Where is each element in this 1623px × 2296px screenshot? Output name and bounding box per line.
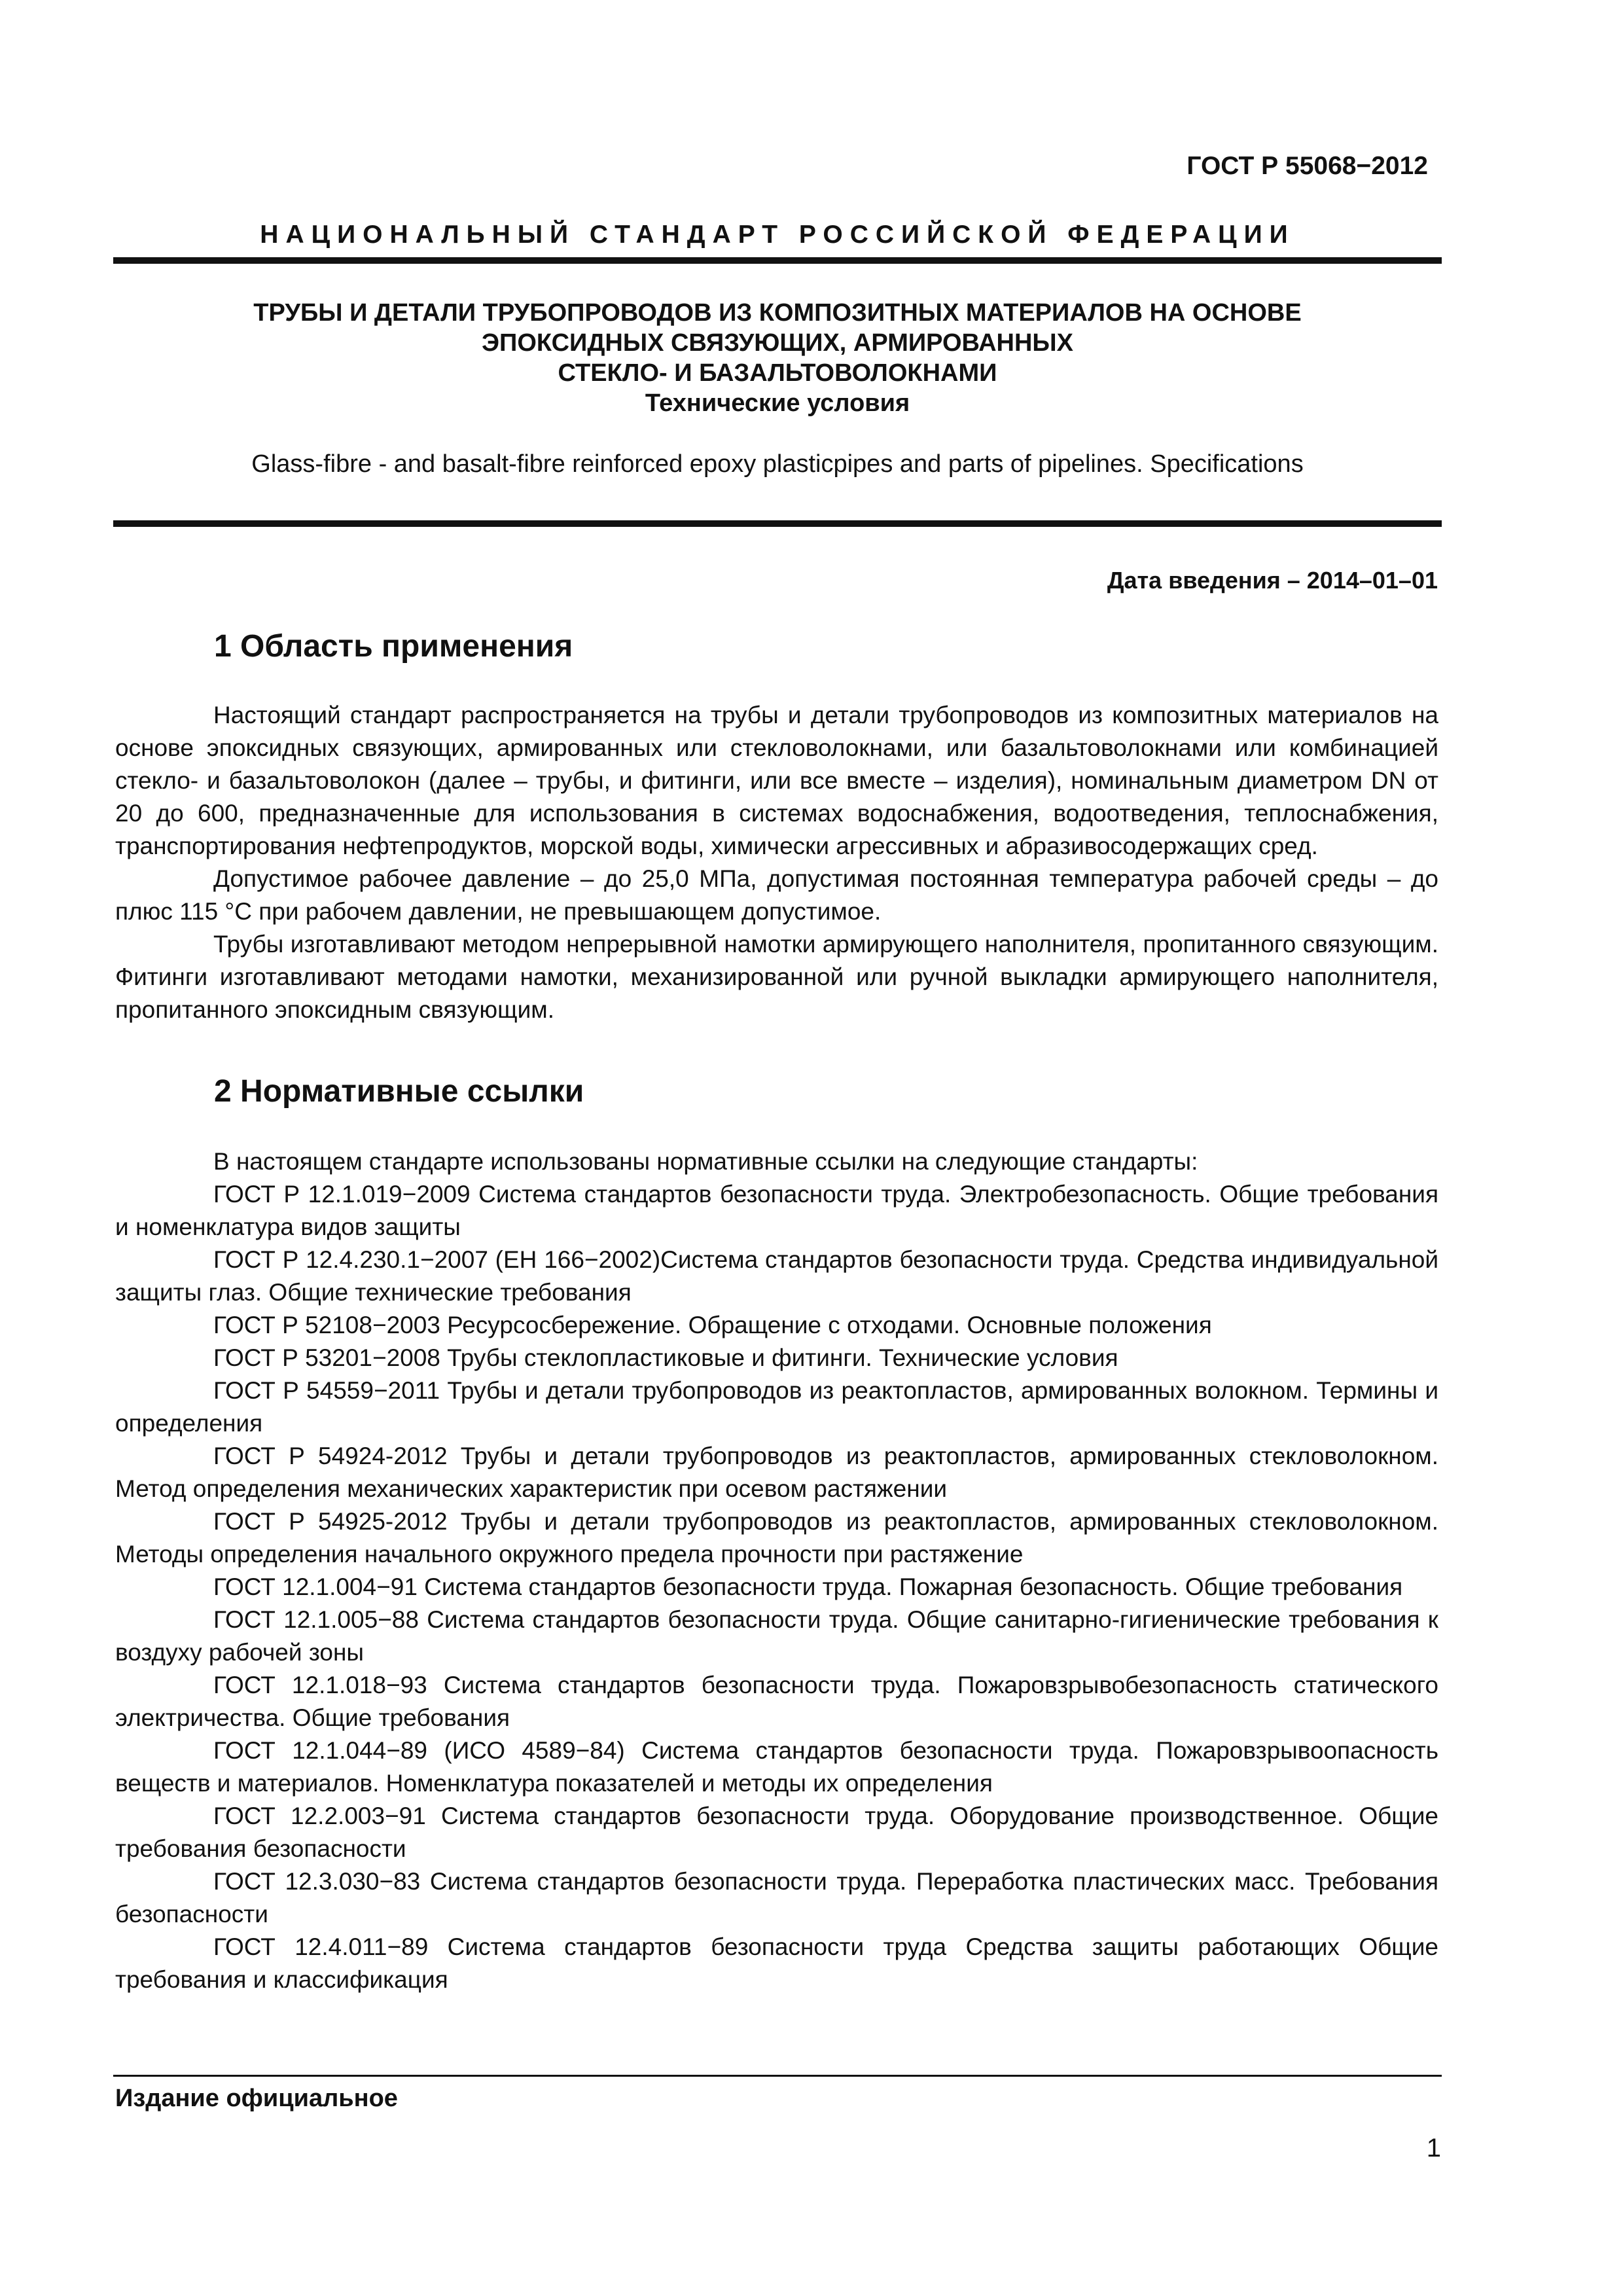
introduction-date: Дата введения – 2014–01–01	[1107, 567, 1438, 594]
reference-item: ГОСТ 12.1.018−93 Система стандартов безопасности труда. Пожаровзрывобезопасность статического электричества. Общие требования	[115, 1672, 1438, 1731]
reference-item: ГОСТ Р 12.1.019−2009 Система стандартов безопасности труда. Электробезопасность. Общие требования и номенклатура видов защиты	[115, 1181, 1438, 1240]
reference-item: ГОСТ Р 52108−2003 Ресурсосбережение. Обращение с отходами. Основные положения	[213, 1312, 1212, 1338]
section-heading-references: 2 Нормативные ссылки	[214, 1074, 584, 1109]
paragraph: В настоящем стандарте использованы нормативные ссылки на следующие стандарты:	[213, 1148, 1198, 1175]
page-number: 1	[1426, 2134, 1441, 2162]
reference-item: ГОСТ 12.4.011−89 Система стандартов безопасности труда Средства защиты работающих Общие требования и классификация	[115, 1933, 1438, 1993]
paragraph: Настоящий стандарт распространяется на трубы и детали трубопроводов из композитных материалов на основе эпоксидных связующих, армированных или стекловолокнами, или базальтоволокнами или комбинацией стекло- и базальтоволокон (далее – трубы, и фитинги, или все вместе – изделия), номинальным диаметром DN от 20 до 600, предназначенные для использования в системах водоснабжения, водоотведения, теплоснабжения, транспортирования нефтепродуктов, морской воды, химически агрессивных и абразивосодержащих сред.	[115, 702, 1438, 859]
title-rule	[113, 520, 1442, 527]
reference-item: ГОСТ 12.1.044−89 (ИСО 4589−84) Система стандартов безопасности труда. Пожаровзрывоопасность веществ и материалов. Номенклатура показателей и методы их определения	[115, 1737, 1438, 1797]
reference-item: ГОСТ Р 54925-2012 Трубы и детали трубопроводов из реактопластов, армированных стекловолокном. Методы определения начального окружного предела прочности при растяжение	[115, 1508, 1438, 1568]
title-line: ЭПОКСИДНЫХ СВЯЗУЮЩИХ, АРМИРОВАННЫХ	[482, 329, 1073, 357]
title-subtitle: Технические условия	[645, 389, 910, 417]
title-line: СТЕКЛО- И БАЗАЛЬТОВОЛОКНАМИ	[558, 359, 997, 387]
reference-item: ГОСТ Р 53201−2008 Трубы стеклопластиковые и фитинги. Технические условия	[213, 1344, 1118, 1371]
section-heading-scope: 1 Область применения	[214, 629, 573, 664]
reference-item: ГОСТ 12.2.003−91 Система стандартов безопасности труда. Оборудование производственное. Общие требования безопасности	[115, 1803, 1438, 1862]
footer-rule	[113, 2075, 1442, 2077]
reference-item: ГОСТ 12.3.030−83 Система стандартов безопасности труда. Переработка пластических масс. Требования безопасности	[115, 1868, 1438, 1928]
reference-item: ГОСТ Р 12.4.230.1−2007 (ЕН 166−2002)Система стандартов безопасности труда. Средства индивидуальной защиты глаз. Общие технические требования	[115, 1246, 1438, 1306]
paragraph: Трубы изготавливают методом непрерывной намотки армирующего наполнителя, пропитанного связующим. Фитинги изготавливают методами намотки, механизированной или ручной выкладки армирующего наполнителя, пропитанного эпоксидным связующим.	[115, 931, 1438, 1023]
title-line: ТРУБЫ И ДЕТАЛИ ТРУБОПРОВОДОВ ИЗ КОМПОЗИТНЫХ МАТЕРИАЛОВ НА ОСНОВЕ	[253, 299, 1302, 327]
national-standard-banner: НАЦИОНАЛЬНЫЙ СТАНДАРТ РОССИЙСКОЙ ФЕДЕРАЦИИ	[260, 221, 1295, 249]
reference-item: ГОСТ 12.1.005−88 Система стандартов безопасности труда. Общие санитарно-гигиенические требования к воздуху рабочей зоны	[115, 1606, 1438, 1666]
section-body-scope	[115, 699, 1438, 1026]
reference-item: ГОСТ 12.1.004−91 Система стандартов безопасности труда. Пожарная безопасность. Общие требования	[213, 1573, 1403, 1600]
document-id: ГОСТ Р 55068−2012	[1186, 152, 1428, 180]
paragraph: Допустимое рабочее давление – до 25,0 МПа, допустимая постоянная температура рабочей среды – до плюс 115 °С при рабочем давлении, не превышающем допустимое.	[115, 865, 1438, 925]
section-body-references	[115, 1145, 1438, 1996]
english-title: Glass-fibre - and basalt-fibre reinforced epoxy plasticpipes and parts of pipelines. Specifications	[251, 450, 1304, 478]
document-title	[113, 298, 1442, 418]
reference-item: ГОСТ Р 54559−2011 Трубы и детали трубопроводов из реактопластов, армированных волокном. Термины и определения	[115, 1377, 1438, 1437]
header-rule	[113, 257, 1442, 264]
reference-item: ГОСТ Р 54924-2012 Трубы и детали трубопроводов из реактопластов, армированных стекловолокном. Метод определения механических характеристик при осевом растяжении	[115, 1443, 1438, 1502]
official-edition-label: Издание официальное	[115, 2085, 398, 2112]
